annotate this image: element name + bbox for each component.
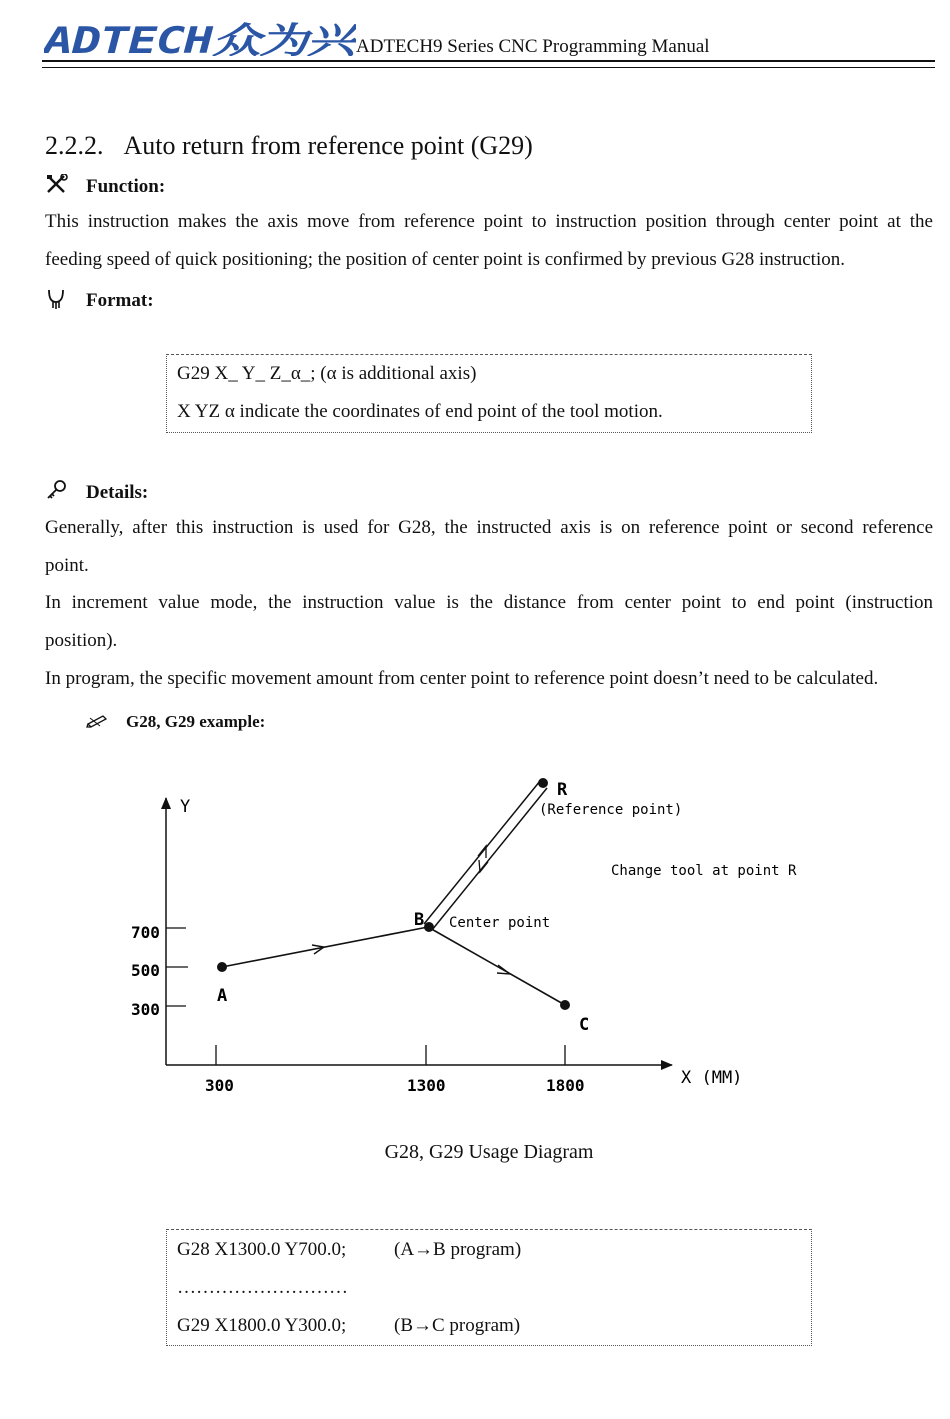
x-axis-label: X (MM): [681, 1068, 743, 1088]
program-line-1-comment: (A→B program): [394, 1239, 522, 1260]
example-label: G28, G29 example:: [126, 712, 266, 731]
path-r-to-b: [432, 788, 547, 930]
section-number: 2.2.2.: [45, 131, 104, 160]
x-tick-label: 1800: [546, 1076, 585, 1095]
program-line-ellipsis: ………………………: [177, 1277, 348, 1298]
details-p2-line2: position).: [45, 630, 118, 651]
program-line-2: G29 X1800.0 Y300.0;: [177, 1315, 347, 1336]
x-tick-label: 1300: [407, 1076, 446, 1095]
header-title: ADTECH9 Series CNC Programming Manual: [356, 36, 710, 57]
section-heading: Auto return from reference point (G29): [123, 131, 533, 160]
details-p1-line2: point.: [45, 555, 89, 576]
reference-point-label: (Reference point): [539, 802, 683, 818]
logo-text: ADTECH众为兴: [44, 22, 356, 56]
point-c-marker: [560, 1000, 570, 1010]
change-tool-label: Change tool at point R: [611, 863, 797, 879]
y-tick-label: 500: [131, 961, 160, 980]
point-a-marker: [217, 962, 227, 972]
function-text-line1: This instruction makes the axis move from reference point to instruction position through center point at the: [45, 211, 933, 232]
details-p1-line1: Generally, after this instruction is used for G28, the instructed axis is on reference point or second reference: [45, 517, 933, 538]
point-b-marker: [424, 922, 434, 932]
point-c-label: C: [579, 1015, 590, 1035]
point-r-label: R: [557, 780, 568, 800]
program-box: [166, 1229, 812, 1346]
program-line-1: G28 X1300.0 Y700.0;: [177, 1239, 347, 1260]
format-label: Format:: [86, 290, 154, 311]
format-syntax: G29 X_ Y_ Z_α_; (α is additional axis): [177, 363, 477, 384]
point-b-label: B: [414, 910, 425, 930]
details-p3: In program, the specific movement amount from center point to reference point doesn’t need to be calculated.: [45, 668, 879, 689]
diagram-caption: G28, G29 Usage Diagram: [384, 1141, 594, 1163]
y-axis-label: Y: [180, 797, 191, 817]
arrow-b-to-c: [497, 965, 510, 974]
x-tick-label: 300: [205, 1076, 234, 1095]
point-a-label: A: [217, 986, 228, 1006]
y-tick-label: 700: [131, 923, 160, 942]
function-label: Function:: [86, 176, 166, 197]
details-p2-line1: In increment value mode, the instruction value is the distance from center point to end point (instruction: [45, 592, 933, 613]
function-text-line2: feeding speed of quick positioning; the position of center point is confirmed by previous G28 instruction.: [45, 249, 845, 270]
program-line-2-comment: (B→C program): [394, 1315, 521, 1336]
path-b-to-c: [428, 927, 565, 1005]
path-b-to-r: [424, 781, 540, 924]
center-point-label: Center point: [449, 915, 551, 931]
y-tick-label: 300: [131, 1000, 160, 1019]
point-r-marker: [538, 778, 548, 788]
details-label: Details:: [86, 482, 149, 503]
format-description: X YZ α indicate the coordinates of end point of the tool motion.: [177, 401, 663, 422]
